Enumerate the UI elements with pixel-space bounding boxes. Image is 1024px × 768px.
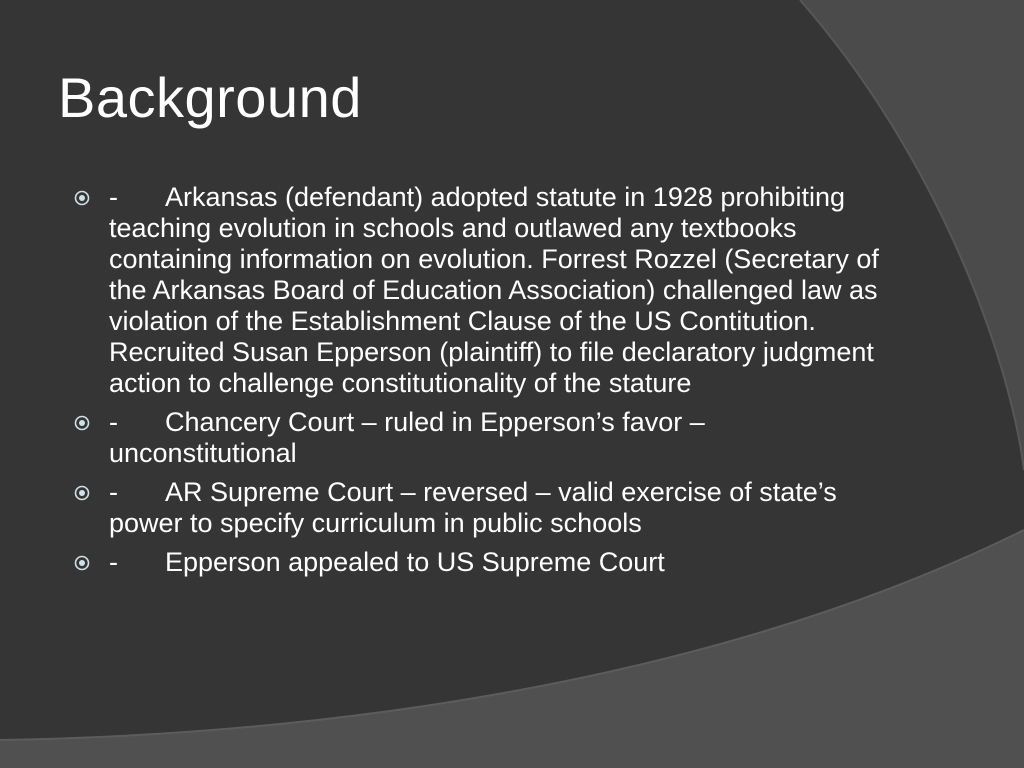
bullet-item: [74, 182, 884, 399]
bullet-text: AR Supreme Court – reversed – valid exercise of state’s power to specify curriculum in public schools: [109, 477, 837, 538]
bullet-dash: -: [109, 407, 118, 437]
bullet-list: [74, 182, 884, 586]
bullet-item: [74, 407, 884, 469]
circled-dot-icon: [74, 485, 90, 501]
bullet-item: [74, 547, 884, 578]
bullet-text: Epperson appealed to US Supreme Court: [165, 547, 665, 577]
circled-dot-icon: [74, 555, 90, 571]
bullet-dash: -: [109, 547, 118, 577]
bullet-item: [74, 477, 884, 539]
bullet-text: Arkansas (defendant) adopted statute in 1928 prohibiting teaching evolution in schools and outlawed any textbooks containing information on evolution. Forrest Rozzel (Secretary of the Arkansas Board of Education Association) challenged law as violation of the Establishment Clause of the US Contitution. Recruited Susan Epperson (plaintiff) to file declaratory judgment action to challenge constitutionality of the stature: [109, 182, 879, 398]
bullet-dash: -: [109, 182, 118, 212]
bullet-dash: -: [109, 477, 118, 507]
bullet-text: Chancery Court – ruled in Epperson’s favor – unconstitutional: [109, 407, 705, 468]
circled-dot-icon: [74, 190, 90, 206]
slide-title: Background: [58, 66, 362, 129]
circled-dot-icon: [74, 415, 90, 431]
